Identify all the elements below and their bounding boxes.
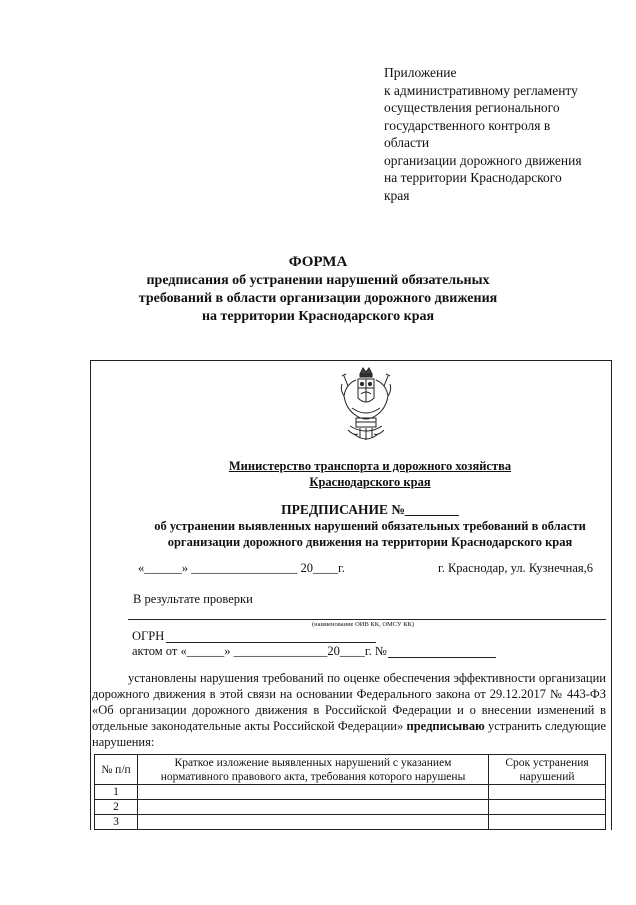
table-cell: 3 bbox=[95, 815, 138, 830]
appendix-line: организации дорожного движения bbox=[384, 152, 582, 168]
table-header: Срок устранения нарушений bbox=[489, 755, 606, 785]
appendix-line: осуществления регионального bbox=[384, 100, 560, 115]
ogrn-underline bbox=[166, 642, 376, 643]
prescription-subtitle bbox=[90, 518, 636, 550]
date-line: «______» _________________ 20____г. bbox=[138, 561, 345, 575]
table-cell bbox=[138, 800, 489, 815]
ministry-name bbox=[0, 458, 636, 490]
violations-table bbox=[94, 754, 606, 830]
form-title-line: предписания об устранении нарушений обязательных bbox=[146, 273, 490, 288]
ministry-line: Министерство транспорта и дорожного хозяйства bbox=[228, 459, 512, 473]
appendix-line: государственного контроля в bbox=[384, 117, 551, 133]
prescription-title: ПРЕДПИСАНИЕ №________ bbox=[281, 502, 459, 517]
table-cell bbox=[138, 785, 489, 800]
appendix-line: на территории Краснодарского bbox=[384, 170, 562, 185]
org-name-underline bbox=[128, 619, 606, 620]
org-caption: (наименование ОИВ КК, ОМСУ КК) bbox=[312, 621, 415, 628]
appendix-line: области bbox=[384, 135, 430, 150]
findings-paragraph bbox=[92, 670, 606, 750]
appendix-note bbox=[384, 64, 624, 204]
act-number-underline bbox=[388, 657, 496, 658]
findings-tail: устранить следующие нарушения: bbox=[92, 719, 607, 749]
coat-of-arms-icon bbox=[334, 364, 398, 444]
findings-bold: предписываю bbox=[406, 719, 485, 733]
table-row bbox=[95, 800, 606, 815]
form-heading: ФОРМА bbox=[288, 254, 348, 270]
table-header: Краткое изложение выявленных нарушений с указанием нормативного правового акта, требования которого нарушены bbox=[138, 755, 489, 785]
prescription-subtitle-line: об устранении выявленных нарушений обязательных требований в области bbox=[154, 519, 586, 533]
form-title-line: требований в области организации дорожного движения bbox=[138, 291, 498, 306]
act-line: актом от «______» _______________20____г. № bbox=[132, 644, 387, 658]
place: г. Краснодар, ул. Кузнечная,6 bbox=[438, 561, 593, 575]
prescription-subtitle-line: организации дорожного движения на территории Краснодарского края bbox=[167, 535, 573, 549]
form-title-line: на территории Краснодарского края bbox=[201, 309, 435, 324]
result-label: В результате проверки bbox=[133, 592, 253, 606]
table-cell bbox=[489, 815, 606, 830]
form-title bbox=[0, 272, 636, 326]
appendix-line: к административному регламенту bbox=[384, 82, 578, 98]
table-cell: 1 bbox=[95, 785, 138, 800]
table-cell bbox=[489, 785, 606, 800]
table-row bbox=[95, 815, 606, 830]
appendix-line: края bbox=[384, 187, 410, 203]
appendix-line: Приложение bbox=[384, 65, 457, 80]
ministry-line: Краснодарского края bbox=[309, 475, 431, 489]
table-header: № п/п bbox=[95, 755, 138, 785]
table-row bbox=[95, 785, 606, 800]
ogrn-label: ОГРН bbox=[132, 629, 165, 643]
table-cell bbox=[138, 815, 489, 830]
table-header-row bbox=[95, 755, 606, 785]
findings-text: установлены нарушения требований по оценке обеспечения эффективности организации дорожного движения в этой связи на основании Федерального закона от 29.12.2017 № 443-ФЗ «Об организации дорожного движения в Российской Федерации и о внесении изменений в отдельные законодательные акты Российской Федерации» bbox=[92, 671, 606, 733]
table-cell bbox=[489, 800, 606, 815]
table-cell: 2 bbox=[95, 800, 138, 815]
